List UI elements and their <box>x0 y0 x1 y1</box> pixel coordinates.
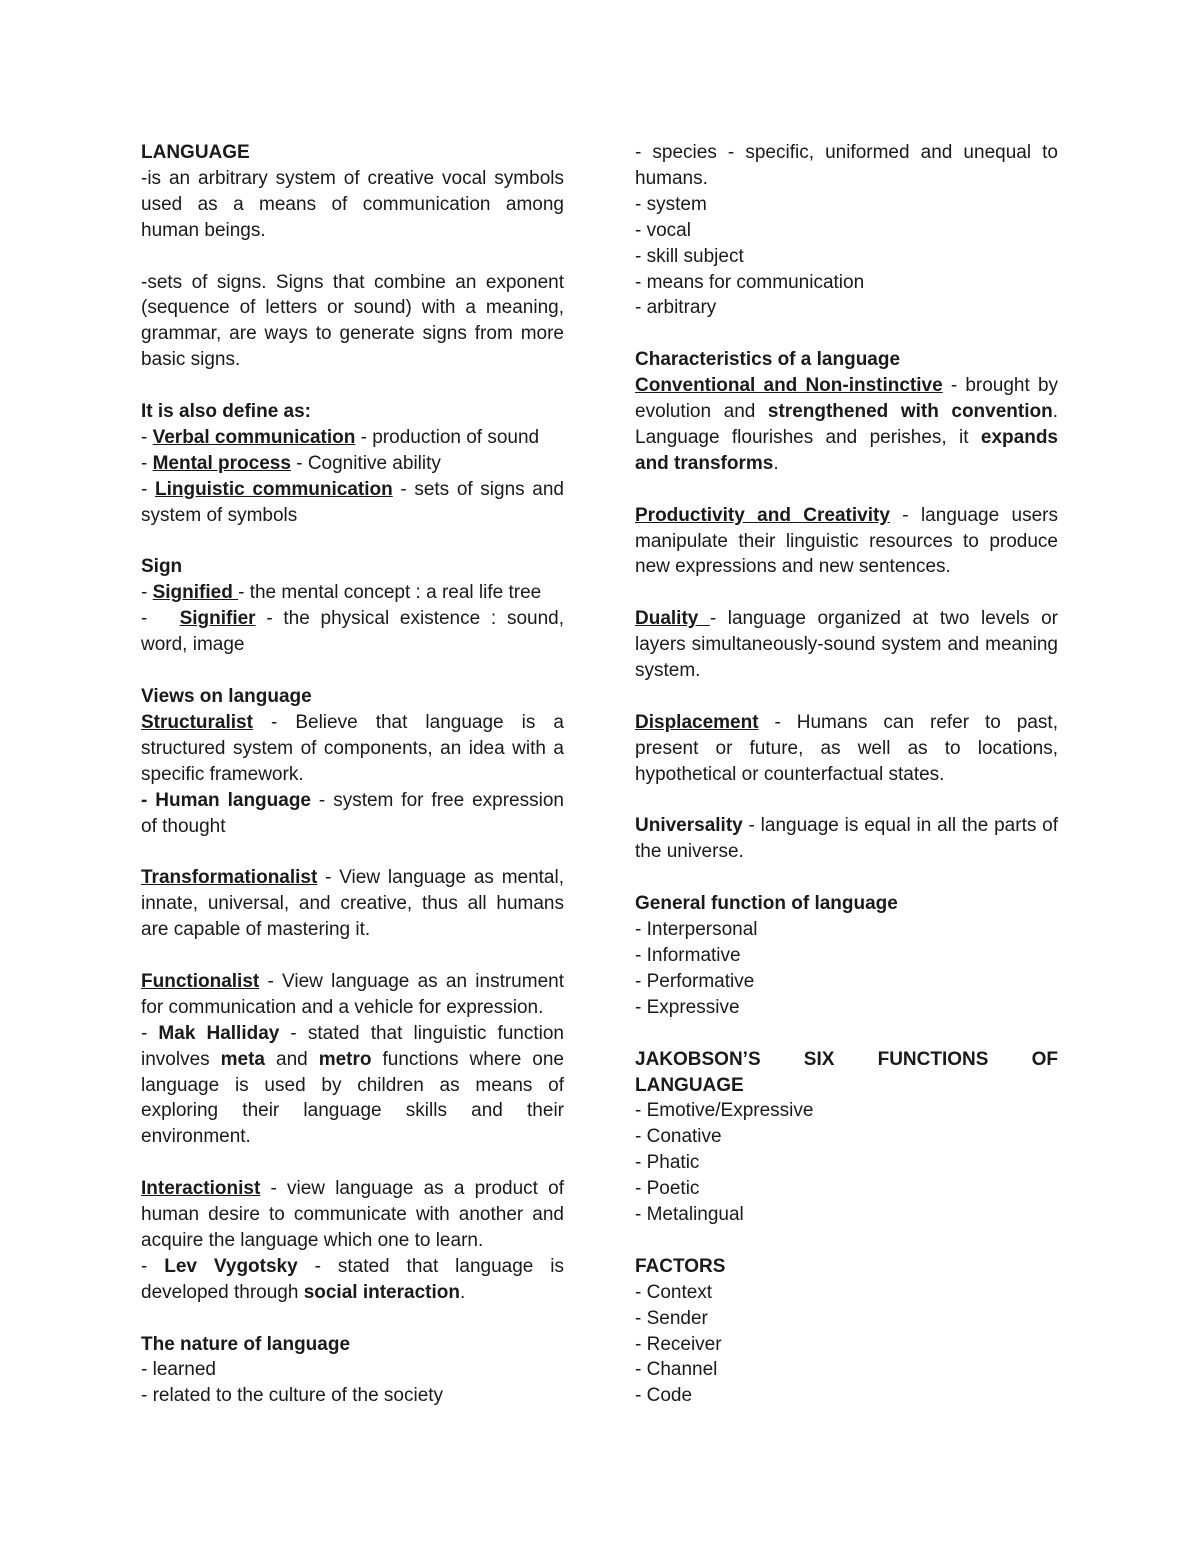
desc-mental-process: - Cognitive ability <box>290 452 441 474</box>
conventional-entry <box>635 373 1058 477</box>
vygotsky-entry <box>141 1254 564 1306</box>
halliday-text-2: and <box>265 1048 319 1070</box>
language-section <box>141 140 564 244</box>
term-functionalist: Functionalist <box>141 970 260 992</box>
halliday-text-1: - stated that linguistic function involves <box>141 1022 564 1070</box>
function-item: - Performative <box>635 970 755 992</box>
views-section <box>141 684 564 839</box>
halliday-text-3: functions where one language is used by children as means of exploring their language skills and their environment. <box>141 1048 564 1148</box>
term-human-language: - Human language <box>141 789 311 811</box>
term-social-interaction: social interaction <box>303 1281 460 1303</box>
transformationalist-entry <box>141 865 564 943</box>
interactionist-entry <box>141 1176 564 1254</box>
factors-section <box>635 1254 1058 1409</box>
functionalist-entry <box>141 969 564 1021</box>
term-meta: meta <box>220 1048 265 1070</box>
also-item-mental: - Mental process - Cognitive ability <box>141 452 441 474</box>
also-item-verbal: - Verbal communication - production of sound <box>141 426 540 448</box>
functionalist-section <box>141 969 564 1150</box>
halliday-entry <box>141 1021 564 1151</box>
human-language-entry <box>141 788 564 840</box>
nature-item: - skill subject <box>635 245 744 267</box>
factor-item: - Context <box>635 1281 713 1303</box>
jakobson-item: - Emotive/Expressive <box>635 1100 814 1122</box>
desc-transformationalist: - View language as mental, innate, universal, and creative, thus all humans are capable of mastering it. <box>141 867 564 941</box>
term-conventional: Conventional and Non-instinctive <box>635 375 943 397</box>
left-column <box>141 140 564 1435</box>
name-halliday: Mak Halliday <box>158 1022 280 1044</box>
sign-section <box>141 554 564 658</box>
nature-continued-section <box>635 140 1058 321</box>
factor-item: - Channel <box>635 1359 718 1381</box>
desc-productivity: - language users manipulate their linguistic resources to produce new expressions and new sentences. <box>635 504 1058 578</box>
sign-item-signified: - Signified - the mental concept : a real life tree <box>141 582 542 604</box>
general-function-heading: General function of language <box>635 893 898 915</box>
views-heading: Views on language <box>141 685 312 707</box>
nature-item: - vocal <box>635 219 691 241</box>
sign-item-signifier: - Signifier - the physical existence : sound, word, image <box>141 608 564 656</box>
jakobson-heading-cont: LANGUAGE <box>635 1074 744 1096</box>
nature-item: - means for communication <box>635 271 865 293</box>
term-duality: Duality <box>635 608 710 630</box>
factor-item: - Code <box>635 1385 693 1407</box>
desc-displacement: - Humans can refer to past, present or future, as well as to locations, hypothetical or counterfactual states. <box>635 711 1058 785</box>
nature-item: - arbitrary <box>635 297 717 319</box>
also-item-linguistic: - Linguistic communication - sets of signs and system of symbols <box>141 478 564 526</box>
jakobson-section <box>635 1047 1058 1228</box>
vygotsky-text-2: . <box>459 1281 466 1303</box>
term-productivity: Productivity and Creativity <box>635 504 890 526</box>
term-strengthened: strengthened with convention <box>767 401 1053 423</box>
nature-item: - system <box>635 193 707 215</box>
nature-heading: The nature of language <box>141 1333 351 1355</box>
general-function-section <box>635 891 1058 1021</box>
conventional-text-1: - brought by evolution and <box>635 375 1059 423</box>
term-universality: Universality <box>635 815 743 837</box>
interactionist-section <box>141 1176 564 1306</box>
desc-linguistic-communication: - sets of signs and system of symbols <box>141 478 564 526</box>
term-signified: Signified <box>152 582 239 604</box>
term-linguistic-communication: Linguistic communication <box>154 478 393 500</box>
jakobson-item: - Conative <box>635 1126 722 1148</box>
factor-item: - Sender <box>635 1307 708 1329</box>
term-transformationalist: Transformationalist <box>141 867 318 889</box>
productivity-entry <box>635 503 1058 581</box>
nature-item-species: - species - specific, uniformed and unequal to humans. <box>635 142 1058 189</box>
desc-universality: - language is equal in all the parts of the universe. <box>635 815 1058 863</box>
right-column <box>635 140 1058 1435</box>
factor-item: - Receiver <box>635 1333 722 1355</box>
nature-section <box>141 1332 564 1410</box>
desc-human-language: - system for free expression of thought <box>141 789 564 837</box>
function-item: - Interpersonal <box>635 919 758 941</box>
nature-item: - learned <box>141 1359 216 1381</box>
displacement-entry <box>635 710 1058 788</box>
desc-structuralist: - Believe that language is a structured system of components, an idea with a specific framework. <box>141 711 564 785</box>
language-definition-1: -is an arbitrary system of creative vocal symbols used as a means of communication among human beings. <box>141 167 564 241</box>
language-title: LANGUAGE <box>141 142 250 163</box>
nature-item: - related to the culture of the society <box>141 1385 444 1407</box>
term-expands: expands and transforms <box>635 426 1058 474</box>
desc-signified: - the mental concept : a real life tree <box>238 582 542 604</box>
structuralist-entry <box>141 710 564 788</box>
sign-heading: Sign <box>141 556 183 578</box>
desc-interactionist: - view language as a product of human desire to communicate with another and acquire the language which one to learn. <box>141 1178 564 1251</box>
function-item: - Expressive <box>635 996 740 1018</box>
also-define-section <box>141 399 564 529</box>
universality-entry <box>635 813 1058 865</box>
desc-verbal-communication: - production of sound <box>355 426 540 448</box>
desc-functionalist: - View language as an instrument for communication and a vehicle for expression. <box>141 970 564 1018</box>
term-metro: metro <box>318 1048 372 1070</box>
characteristics-heading: Characteristics of a language <box>635 349 901 371</box>
jakobson-item: - Poetic <box>635 1178 700 1200</box>
duality-entry <box>635 606 1058 684</box>
term-mental-process: Mental process <box>152 452 291 474</box>
language-definition-2: -sets of signs. Signs that combine an exponent (sequence of letters or sound) with a meaning, grammar, are ways to generate signs from more basic signs. <box>141 271 564 371</box>
term-structuralist: Structuralist <box>141 711 253 733</box>
jakobson-item: - Metalingual <box>635 1204 744 1226</box>
vygotsky-prefix: - <box>141 1255 165 1277</box>
characteristics-section <box>635 347 1058 477</box>
conventional-text-2: . Language flourishes and perishes, it <box>635 401 1058 448</box>
jakobson-item: - Phatic <box>635 1152 700 1174</box>
jakobson-heading: JAKOBSON’S SIX FUNCTIONS OF <box>635 1048 1058 1070</box>
halliday-prefix: - <box>141 1022 159 1044</box>
vygotsky-text-1: - stated that language is developed through <box>141 1255 564 1303</box>
term-verbal-communication: Verbal communication <box>152 426 356 448</box>
desc-signifier: - the physical existence : sound, word, image <box>141 608 564 656</box>
conventional-text-3: . <box>773 452 779 474</box>
function-item: - Informative <box>635 945 741 966</box>
name-vygotsky: Lev Vygotsky <box>164 1255 298 1277</box>
factors-heading: FACTORS <box>635 1255 726 1277</box>
term-displacement: Displacement <box>635 711 759 733</box>
term-interactionist: Interactionist <box>141 1178 261 1200</box>
also-define-heading: It is also define as: <box>141 401 311 423</box>
term-signifier: Signifier <box>179 608 256 630</box>
desc-duality: - language organized at two levels or layers simultaneously-sound system and meaning system. <box>635 608 1058 682</box>
